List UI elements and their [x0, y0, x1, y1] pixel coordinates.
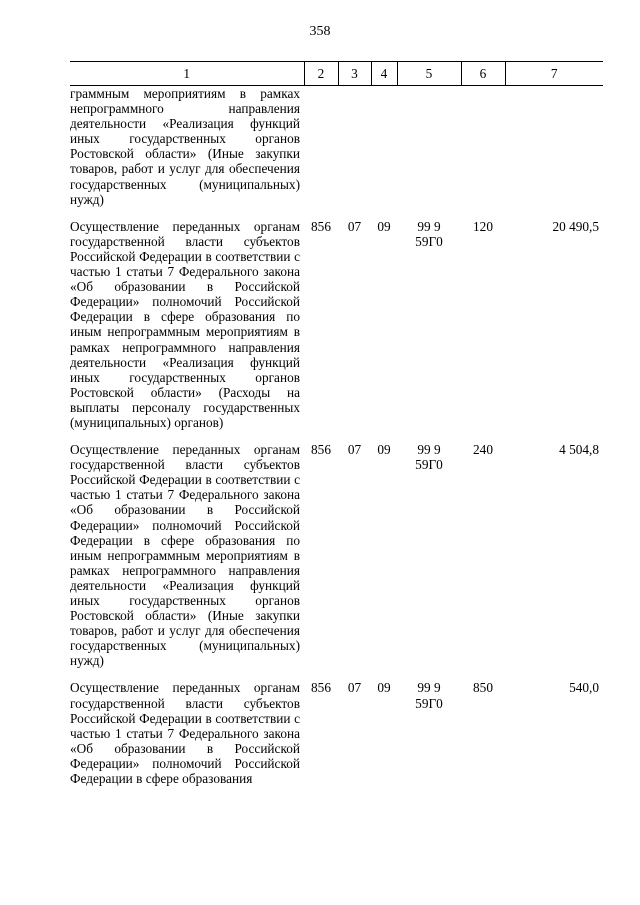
- row-expense-type: [461, 86, 505, 219]
- row-expense-type: 240: [473, 442, 493, 458]
- row-section-code: 07: [347, 442, 362, 458]
- header-col-4: 4: [371, 62, 397, 86]
- row-amount: [505, 86, 603, 219]
- row-subsection-code: 09: [377, 680, 391, 696]
- row-subsection-code: [371, 86, 397, 219]
- row-expense-type: 850: [473, 680, 493, 696]
- row-subsection-code: 09: [377, 442, 391, 458]
- header-col-5: 5: [397, 62, 461, 86]
- header-col-2: 2: [304, 62, 338, 86]
- row-name: Осуществление переданных органам государственной власти субъектов Российской Федерации в соответствии с частью 1 статьи 7 Федерального закона «Об образовании в Российской Федерации» полномочий Российской Федерации в сфере образования по иным непрограммным мероприятиям в рамках непрограммного направления деятельности «Реализация функций иных государственных органов Ростовской области» (Расходы на выплаты персоналу государственных (муниципальных) органов): [70, 218, 300, 430]
- table-header-row: [70, 62, 603, 86]
- row-subsection-code: 09: [377, 218, 391, 234]
- row-target-article-part2: 59Г0: [415, 457, 443, 473]
- table-row: [70, 86, 603, 219]
- header-col-1: 1: [70, 62, 304, 86]
- table-row: [70, 219, 603, 442]
- row-name: Осуществление переданных органам государственной власти субъектов Российской Федерации в соответствии с частью 1 статьи 7 Федерального закона «Об образовании в Российской Федерации» полномочий Российской Федерации в сфере образования: [70, 680, 300, 787]
- table-row: [70, 680, 603, 798]
- row-target-article-part2: 59Г0: [415, 695, 443, 711]
- row-target-article: [397, 442, 461, 680]
- row-target-article: [397, 86, 461, 219]
- row-ministry-code: 856: [311, 442, 331, 458]
- header-col-7: 7: [505, 62, 603, 86]
- header-col-3: 3: [338, 62, 371, 86]
- header-col-6: 6: [461, 62, 505, 86]
- row-expense-type: 120: [473, 218, 493, 234]
- table-row: [70, 442, 603, 680]
- row-section-code: 07: [347, 680, 362, 696]
- row-name: Осуществление переданных органам государственной власти субъектов Российской Федерации в соответствии с частью 1 статьи 7 Федерального закона «Об образовании в Российской Федерации» полномочий Российской Федерации в сфере образования по иным непрограммным мероприятиям в рамках непрограммного направления деятельности «Реализация функций иных государственных органов Ростовской области» (Иные закупки товаров, работ и услуг для обеспечения государственных (муниципальных) нужд): [70, 442, 300, 669]
- row-target-article: [397, 680, 461, 798]
- budget-table: [70, 61, 603, 798]
- row-amount: 20 490,5: [552, 218, 599, 234]
- row-target-article-part1: 99 9: [417, 680, 441, 696]
- row-target-article-part2: 59Г0: [415, 233, 443, 249]
- row-ministry-code: [304, 86, 338, 219]
- row-section-code: [338, 86, 371, 219]
- page-number: 358: [309, 24, 331, 39]
- row-section-code: 07: [347, 218, 362, 234]
- row-ministry-code: 856: [311, 218, 331, 234]
- row-target-article-part1: 99 9: [417, 442, 441, 458]
- row-ministry-code: 856: [311, 680, 331, 696]
- row-target-article: [397, 219, 461, 442]
- row-target-article-part1: 99 9: [417, 218, 441, 234]
- row-amount: 4 504,8: [559, 442, 599, 458]
- row-name: граммным мероприятиям в рамках непрограммного направления деятельности «Реализация функций иных государственных органов Ростовской области» (Иные закупки товаров, работ и услуг для обеспечения государственных (муниципальных) нужд): [70, 86, 300, 207]
- row-amount: 540,0: [569, 680, 599, 696]
